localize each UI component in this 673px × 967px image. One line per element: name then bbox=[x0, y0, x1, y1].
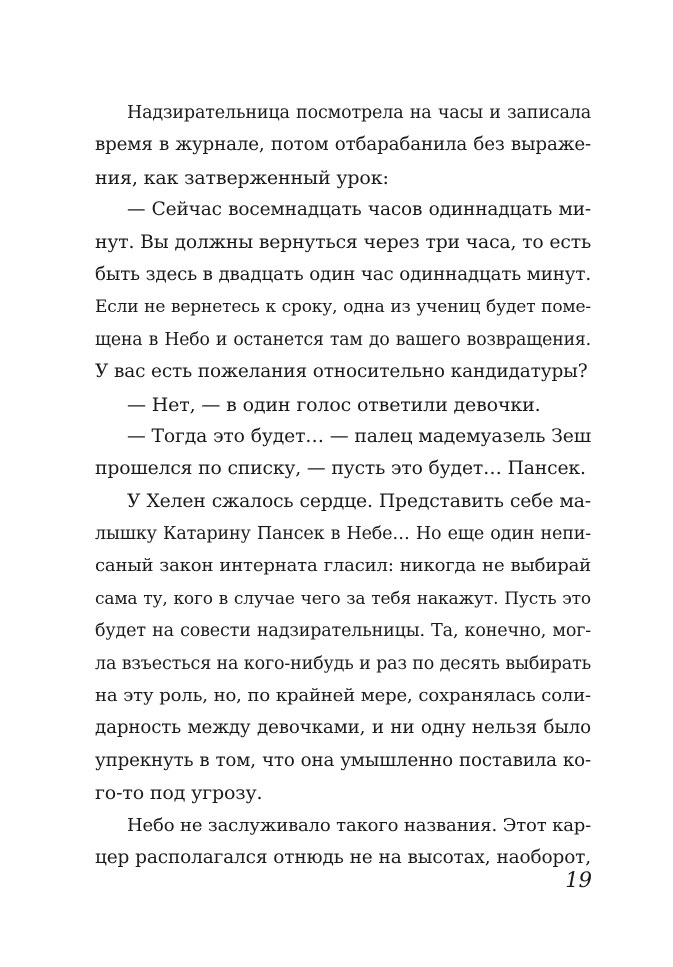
text-line: Небо не заслуживало такого названия. Этот кар- bbox=[127, 814, 592, 836]
text-line: го-то под угрозу. bbox=[95, 782, 263, 805]
text-line: ла взъесться на кого-нибудь и раз по десять выбирать bbox=[95, 653, 591, 674]
text-line: дарность между девочками, и ни одну нельзя было bbox=[95, 717, 591, 739]
text-line: У Хелен сжалось сердце. Представить себе ма- bbox=[127, 490, 591, 512]
text-line: время в журнале, потом отбарабанила без выраже- bbox=[95, 134, 591, 156]
text-line: — Тогда это будет… — палец мадемуазель Зеш bbox=[127, 425, 591, 447]
text-line: У вас есть пожелания относительно кандидатуры? bbox=[95, 361, 588, 383]
text-line: упрекнуть в том, что она умышленно поставила ко- bbox=[95, 749, 591, 771]
text-line: — Нет, — в один голос ответили девочки. bbox=[127, 393, 541, 416]
page-number: 19 bbox=[565, 868, 592, 892]
text-line: Если не вернетесь к сроку, одна из учениц будет поме- bbox=[95, 297, 591, 318]
text-line: лышку Катарину Пансек в Небе… Но еще один непи- bbox=[95, 524, 591, 545]
body-text bbox=[95, 97, 591, 874]
text-line: сама ту, кого в случае чего за тебя накажут. Пусть это bbox=[95, 588, 591, 609]
text-line: цер располагался отнюдь не на высотах, наоборот, bbox=[95, 846, 591, 868]
text-line: прошелся по списку, — пусть это будет… Пансек. bbox=[95, 458, 586, 480]
text-line: Надзирательница посмотрела на часы и записала bbox=[127, 103, 591, 123]
text-line: саный закон интерната гласил: никогда не выбирай bbox=[95, 555, 591, 577]
text-line: быть здесь в двадцать один час одиннадцать минут. bbox=[95, 263, 591, 285]
text-line: щена в Небо и останется там до вашего возвращения. bbox=[95, 329, 591, 350]
text-line: будет на совести надзирательницы. Та, конечно, мог- bbox=[95, 621, 591, 642]
text-line: ния, как затверженный урок: bbox=[95, 166, 389, 189]
text-line: нут. Вы должны вернуться через три часа, то есть bbox=[95, 231, 591, 253]
text-line: — Сейчас восемнадцать часов одиннадцать ми- bbox=[127, 199, 591, 221]
text-line: на эту роль, но, по крайней мере, сохранялась соли- bbox=[95, 685, 591, 707]
